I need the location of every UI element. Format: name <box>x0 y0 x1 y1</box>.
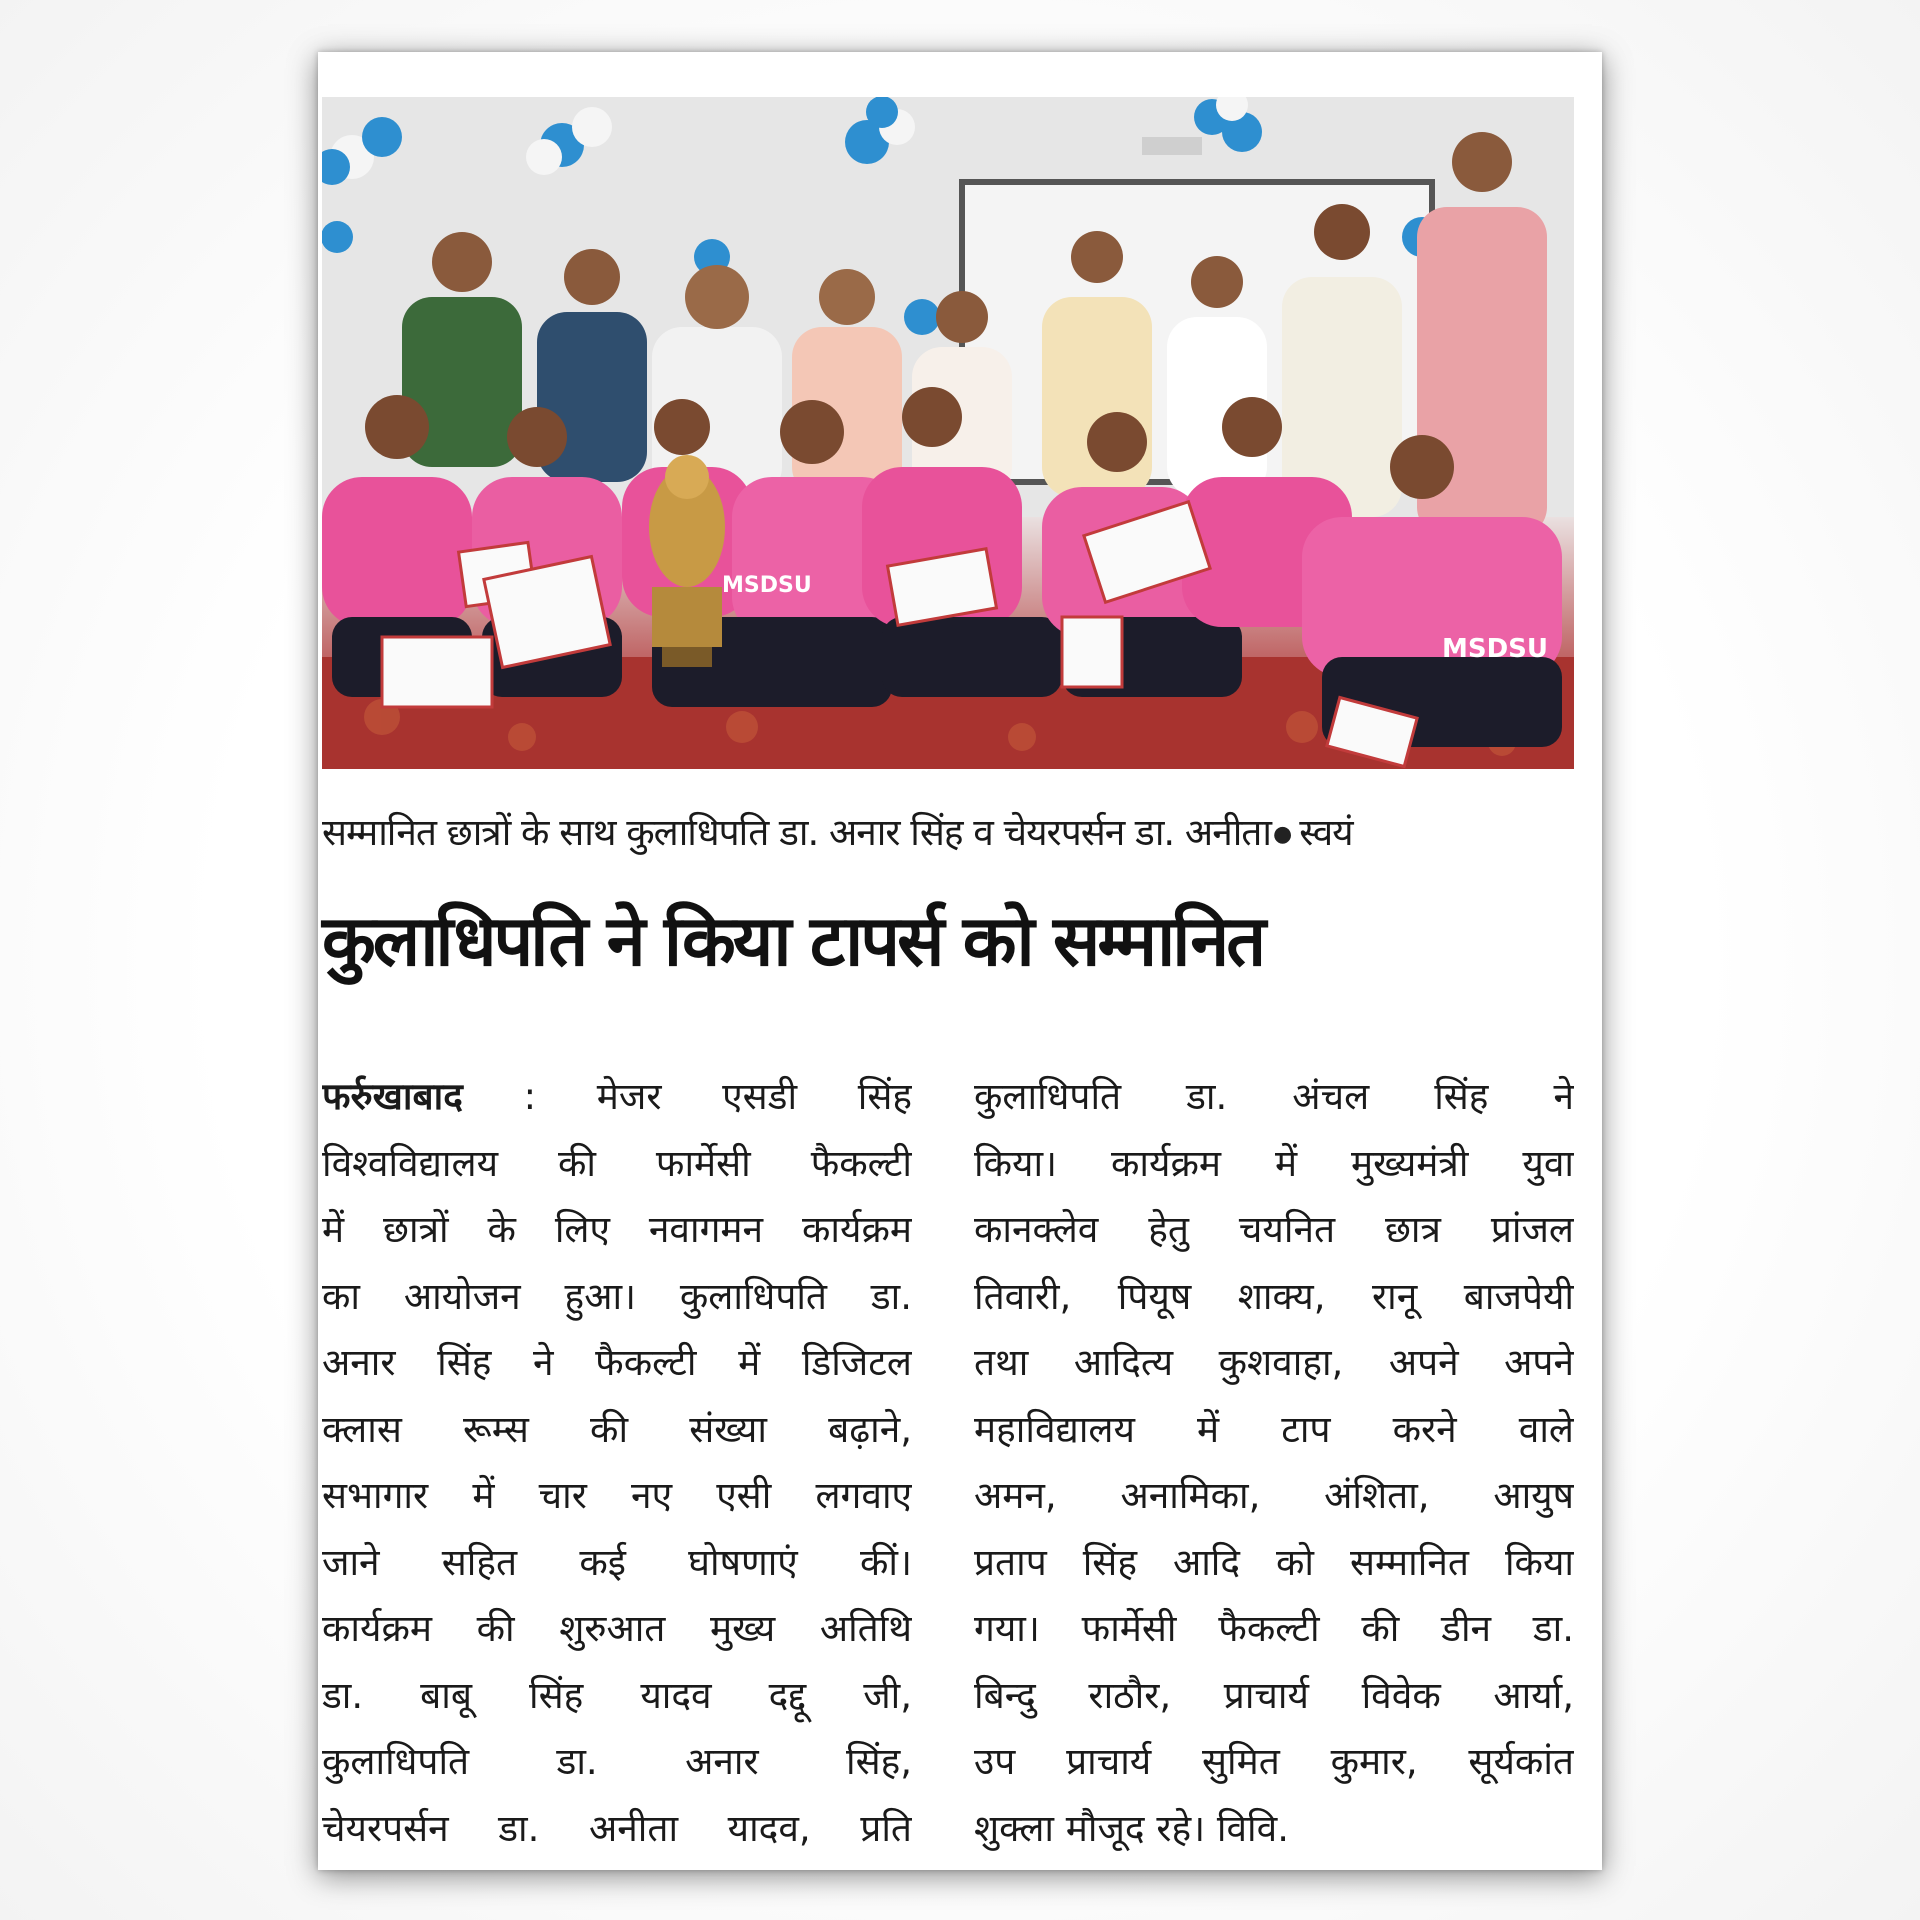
article-line: कुलाधिपति डा. अंचल सिंह ने <box>974 1075 1574 1118</box>
article-line: का आयोजन हुआ। कुलाधिपति डा. <box>322 1274 912 1318</box>
jersey-text: MSDSU <box>1442 634 1549 664</box>
article-line: तथा आदित्य कुशवाहा, अपने अपने <box>974 1341 1574 1384</box>
article-line: चेयरपर्सन डा. अनीता यादव, प्रति <box>322 1806 912 1850</box>
news-photo <box>322 97 1574 769</box>
article-line: जाने सहित कई घोषणाएं कीं। <box>322 1540 912 1584</box>
headline: कुलाधिपति ने किया टापर्स को सम्मानित <box>322 900 1264 982</box>
jersey-text: MSDSU <box>722 573 812 598</box>
article-line: कार्यक्रम की शुरुआत मुख्य अतिथि <box>322 1607 912 1650</box>
photo-credit: स्वयं <box>1299 811 1353 854</box>
article-line <box>322 1064 912 1131</box>
article-line: क्लास रूम्स की संख्या बढ़ाने, <box>322 1407 912 1451</box>
article-line: उप प्राचार्य सुमित कुमार, सूर्यकांत <box>974 1740 1574 1783</box>
article-column-left <box>322 1064 912 1862</box>
caption-text: सम्मानित छात्रों के साथ कुलाधिपति डा. अनार सिंह व चेयरपर्सन डा. अनीता <box>322 811 1271 854</box>
article-line: सभागार में चार नए एसी लगवाए <box>322 1474 912 1517</box>
group-photo-illustration <box>322 97 1574 769</box>
article-line: महाविद्यालय में टाप करने वाले <box>974 1407 1574 1451</box>
article-line: में छात्रों के लिए नवागमन कार्यक्रम <box>322 1208 912 1251</box>
article-line: बिन्दु राठौर, प्राचार्य विवेक आर्या, <box>974 1673 1574 1717</box>
article-line: गया। फार्मेसी फैकल्टी की डीन डा. <box>974 1607 1574 1650</box>
article-line: विश्वविद्यालय की फार्मेसी फैकल्टी <box>322 1141 912 1185</box>
article-line: प्रताप सिंह आदि को सम्मानित किया <box>974 1540 1574 1584</box>
article-line: तिवारी, पियूष शाक्य, रानू बाजपेयी <box>974 1274 1574 1318</box>
dateline: फर्रुखाबाद <box>322 1075 463 1118</box>
bullet-icon: ● <box>1272 822 1292 847</box>
article-line: अनार सिंह ने फैकल्टी में डिजिटल <box>322 1341 912 1384</box>
newspaper-clipping <box>318 52 1602 1870</box>
article-line: अमन, अनामिका, अंशिता, आयुष <box>974 1474 1574 1517</box>
article-line: कानक्लेव हेतु चयनित छात्र प्रांजल <box>974 1208 1574 1251</box>
article-line: डा. बाबू सिंह यादव दद्दू जी, <box>322 1673 912 1717</box>
article-line: शुक्ला मौजूद रहे। विवि. <box>974 1806 1289 1850</box>
trophy-icon <box>649 455 725 667</box>
article-line-text: : मेजर एसडी सिंह <box>523 1075 912 1118</box>
photo-caption <box>322 805 1582 856</box>
article-column-right <box>974 1064 1574 1862</box>
article-line: कुलाधिपति डा. अनार सिंह, <box>322 1740 912 1783</box>
article-line: किया। कार्यक्रम में मुख्यमंत्री युवा <box>974 1141 1574 1185</box>
